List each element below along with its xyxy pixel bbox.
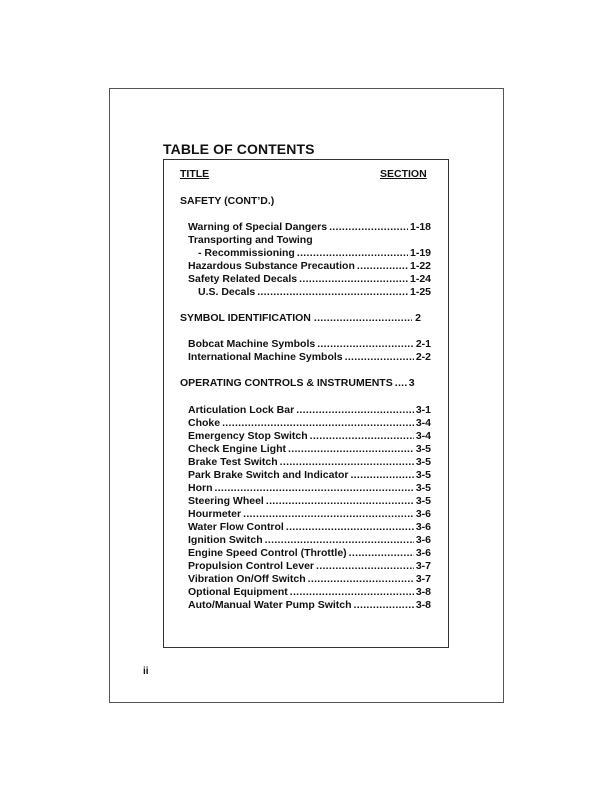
leader-dots xyxy=(308,573,414,585)
toc-entry[interactable] xyxy=(188,469,431,482)
entry-section: 3-5 xyxy=(415,469,431,481)
toc-entry[interactable] xyxy=(188,221,431,234)
leader-dots xyxy=(299,273,408,285)
toc-entry[interactable] xyxy=(188,417,431,430)
toc-entry[interactable] xyxy=(188,573,431,586)
entry-label: Horn xyxy=(188,482,213,494)
entry-section: 1-18 xyxy=(409,221,431,233)
leader-dots xyxy=(317,338,414,350)
leader-dots xyxy=(357,260,408,272)
entry-section: 3-6 xyxy=(415,508,431,520)
entry-section: 3-5 xyxy=(415,443,431,455)
entry-label: - Recommissioning xyxy=(198,247,295,259)
toc-entry[interactable] xyxy=(188,586,431,599)
entry-label: Hazardous Substance Precaution xyxy=(188,260,355,272)
entry-label: International Machine Symbols xyxy=(188,351,343,363)
entry-label: Hourmeter xyxy=(188,508,242,520)
toc-entry[interactable] xyxy=(188,404,431,417)
entry-label: Ignition Switch xyxy=(188,534,263,546)
leader-dots xyxy=(349,547,414,559)
leader-dots xyxy=(395,377,407,389)
toc-entry[interactable] xyxy=(198,247,431,260)
entry-section: 3-5 xyxy=(415,495,431,507)
entry-label: Optional Equipment xyxy=(188,586,288,598)
leader-dots xyxy=(310,430,414,442)
entry-label: Engine Speed Control (Throttle) xyxy=(188,547,347,559)
entry-label: Auto/Manual Water Pump Switch xyxy=(188,599,352,611)
leader-dots xyxy=(329,221,408,233)
entry-label: Emergency Stop Switch xyxy=(188,430,308,442)
title-column-header: TITLE xyxy=(180,168,210,180)
toc-entry[interactable] xyxy=(188,482,431,495)
entry-section: 3-1 xyxy=(415,404,431,416)
entry-section: 3-4 xyxy=(415,417,431,429)
entry-section: 1-19 xyxy=(409,247,431,259)
entry-section: 3-7 xyxy=(415,573,431,585)
leader-dots xyxy=(215,482,414,494)
toc-entry[interactable] xyxy=(188,351,431,364)
toc-entry[interactable] xyxy=(188,521,431,534)
symbol-identification-heading[interactable] xyxy=(180,312,421,324)
entry-label: Bobcat Machine Symbols xyxy=(188,338,316,350)
leader-dots xyxy=(354,599,414,611)
leader-dots xyxy=(297,247,408,259)
toc-entry[interactable] xyxy=(188,273,431,286)
section-column-header: SECTION xyxy=(380,168,427,180)
toc-entry[interactable] xyxy=(188,547,431,560)
entry-section: 3-5 xyxy=(415,482,431,494)
leader-dots xyxy=(280,456,414,468)
leader-dots xyxy=(265,534,414,546)
leader-dots xyxy=(350,469,413,481)
leader-dots xyxy=(296,404,414,416)
leader-dots xyxy=(314,312,412,324)
toc-entry[interactable] xyxy=(188,534,431,547)
entry-label: SYMBOL IDENTIFICATION xyxy=(180,312,311,324)
entry-label: U.S. Decals xyxy=(198,286,256,298)
entry-section: 2 xyxy=(415,312,421,324)
entry-section: 2-1 xyxy=(415,338,431,350)
toc-entry[interactable] xyxy=(188,430,431,443)
entry-section: 3-8 xyxy=(415,599,431,611)
toc-entry[interactable] xyxy=(188,456,431,469)
operating-controls-heading[interactable] xyxy=(180,377,420,389)
toc-entry[interactable] xyxy=(188,508,431,521)
leader-dots xyxy=(257,286,408,298)
page-title: TABLE OF CONTENTS xyxy=(163,141,315,157)
safety-heading: SAFETY (CONT’D.) xyxy=(180,195,275,207)
entry-label: Brake Test Switch xyxy=(188,456,278,468)
entry-label: Choke xyxy=(188,417,221,429)
entry-section: 3-4 xyxy=(415,430,431,442)
toc-entry[interactable] xyxy=(188,338,431,351)
toc-entry[interactable] xyxy=(188,495,431,508)
entry-label: OPERATING CONTROLS & INSTRUMENTS xyxy=(180,377,393,389)
entry-section: 1-24 xyxy=(409,273,431,285)
entry-section: 3-7 xyxy=(415,560,431,572)
entry-label: Propulsion Control Lever xyxy=(188,560,315,572)
leader-dots xyxy=(286,521,414,533)
toc-entry[interactable] xyxy=(188,560,431,573)
entry-section: 1-25 xyxy=(409,286,431,298)
toc-entry[interactable] xyxy=(188,443,431,456)
leader-dots xyxy=(288,443,414,455)
entry-section: 3-6 xyxy=(415,547,431,559)
toc-entry[interactable] xyxy=(198,286,431,299)
entry-label[interactable]: Transporting and Towing xyxy=(188,234,313,246)
leader-dots xyxy=(290,586,414,598)
entry-section: 3-6 xyxy=(415,521,431,533)
leader-dots xyxy=(345,351,414,363)
entry-section: 3 xyxy=(408,377,415,389)
entry-section: 3-6 xyxy=(415,534,431,546)
leader-dots xyxy=(266,495,414,507)
entry-section: 3-8 xyxy=(415,586,431,598)
entry-label: Articulation Lock Bar xyxy=(188,404,295,416)
entry-label: Water Flow Control xyxy=(188,521,284,533)
leader-dots xyxy=(243,508,414,520)
entry-label: Vibration On/Off Switch xyxy=(188,573,306,585)
toc-entry[interactable] xyxy=(188,260,431,273)
entry-section: 2-2 xyxy=(415,351,431,363)
entry-section: 3-5 xyxy=(415,456,431,468)
entry-label: Steering Wheel xyxy=(188,495,264,507)
toc-entry[interactable] xyxy=(188,599,431,612)
entry-section: 1-22 xyxy=(409,260,431,272)
leader-dots xyxy=(222,417,414,429)
entry-label: Check Engine Light xyxy=(188,443,287,455)
entry-label: Safety Related Decals xyxy=(188,273,298,285)
leader-dots xyxy=(316,560,414,572)
entry-label: Park Brake Switch and Indicator xyxy=(188,469,349,481)
page-number: ii xyxy=(143,666,149,677)
entry-label: Warning of Special Dangers xyxy=(188,221,328,233)
